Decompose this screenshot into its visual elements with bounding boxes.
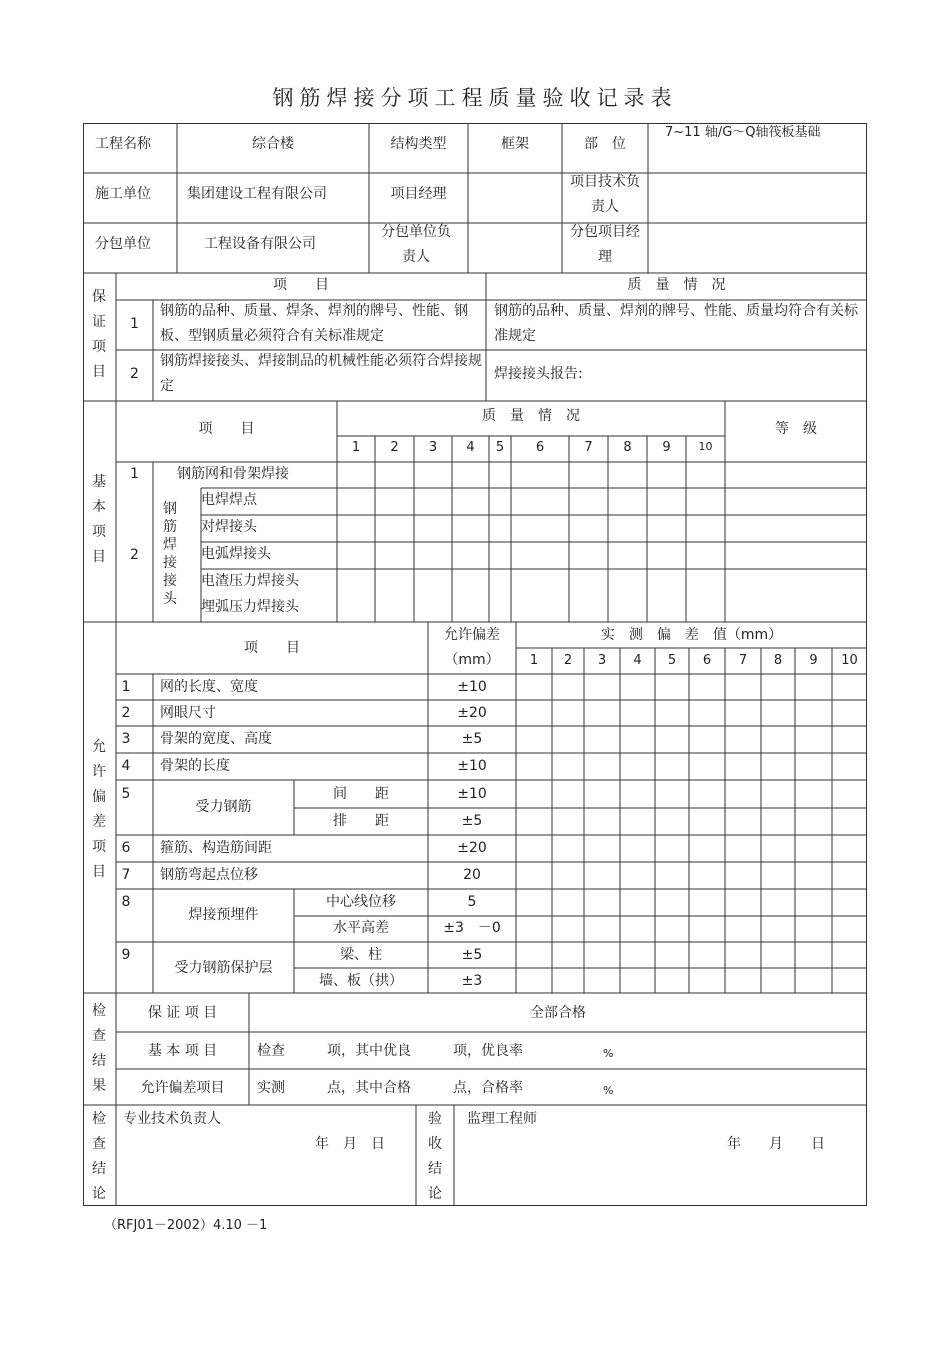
deviation-row6-item: 箍筋、构造筋间距 [160, 840, 272, 856]
basic-col-3: 3 [428, 440, 438, 455]
basic-col-6: 6 [535, 440, 545, 455]
deviation-col-9: 9 [809, 653, 818, 668]
deviation-row5-no: 5 [121, 786, 131, 802]
deviation-row1-item: 网的长度、宽度 [160, 679, 258, 695]
project-name-value: 综合楼 [252, 136, 294, 152]
subcontractor-value: 工程设备有限公司 [204, 236, 316, 252]
results-basic-label: 基 本 项 目 [147, 1043, 218, 1059]
results-deviation-text: 实测 点，其中合格 点，合格率 [257, 1080, 523, 1096]
deviation-row5a-sub: 间 距 [333, 786, 389, 802]
deviation-row9-item: 受力钢筋保护层 [174, 960, 273, 976]
deviation-row7-no: 7 [121, 867, 131, 883]
basic-row2-group: 钢筋焊接接头 [163, 501, 177, 607]
deviation-row9b-tol: ±3 [461, 973, 483, 989]
guarantee-item-header: 项 目 [273, 277, 329, 293]
deviation-row8-item: 焊接预埋件 [188, 907, 259, 923]
deviation-row1-no: 1 [121, 679, 131, 695]
deviation-col-4: 4 [633, 653, 642, 668]
deviation-col-7: 7 [738, 653, 748, 668]
results-guarantee-label: 保 证 项 目 [147, 1005, 218, 1021]
deviation-measured-header: 实 测 偏 差 值（mm） [600, 627, 783, 643]
deviation-row9b-sub: 墙、板（拱） [319, 973, 403, 989]
basic-row2-no: 2 [130, 547, 139, 563]
guarantee-row1-no: 1 [130, 316, 139, 332]
deviation-row2-no: 2 [121, 705, 131, 721]
contractor-label: 施工单位 [95, 186, 151, 202]
guarantee-quality-header: 质 量 情 况 [627, 277, 726, 293]
results-guarantee-value: 全部合格 [530, 1005, 586, 1021]
basic-grade-header: 等 级 [775, 421, 817, 437]
guarantee-row2-no: 2 [130, 366, 139, 382]
basic-row2-item-5: 埋弧压力焊接头 [201, 599, 299, 615]
deviation-section-label: 允许偏差项目 [92, 739, 106, 880]
basic-row2-item-4: 电渣压力焊接头 [201, 573, 299, 589]
basic-col-7: 7 [584, 440, 593, 455]
guarantee-row2-item: 钢筋焊接接头、焊接制品的机械性能必须符合焊接规定 [160, 353, 482, 394]
deviation-row8a-tol: 5 [467, 894, 477, 910]
structure-type-label: 结构类型 [390, 136, 447, 152]
check-person-label: 专业技术负责人 [123, 1111, 221, 1127]
basic-row1-item: 钢筋网和骨架焊接 [177, 466, 289, 482]
location-label: 部 位 [584, 136, 626, 152]
project-name-label: 工程名称 [95, 136, 151, 152]
sub-manager-label: 分包项目经 理 [570, 224, 654, 265]
deviation-row5b-sub: 排 距 [333, 813, 389, 829]
form-title: 钢筋焊接分项工程质量验收记录表 [272, 86, 678, 110]
basic-col-8: 8 [623, 440, 632, 455]
basic-col-10: 10 [698, 440, 713, 453]
deviation-row4-no: 4 [121, 758, 131, 774]
deviation-row8a-sub: 中心线位移 [326, 894, 396, 910]
deviation-row7-item: 钢筋弯起点位移 [160, 867, 258, 883]
deviation-row4-tol: ±10 [457, 758, 487, 774]
deviation-col-1: 1 [529, 653, 539, 668]
guarantee-row1-quality: 钢筋的品种、质量、焊剂的牌号、性能、质量均符合有关标准规定 [494, 303, 858, 344]
basic-col-5: 5 [495, 440, 505, 455]
tech-lead-label: 项目技术负责人 [570, 174, 640, 215]
basic-col-1: 1 [351, 440, 361, 455]
deviation-row8b-sub: 水平高差 [333, 920, 389, 936]
basic-row2-item-1: 电焊焊点 [201, 492, 257, 508]
basic-row2-item-2: 对焊接头 [201, 519, 257, 535]
deviation-row5a-tol: ±10 [457, 786, 487, 802]
deviation-row9-no: 9 [121, 947, 131, 963]
basic-col-9: 9 [662, 440, 671, 455]
deviation-row6-tol: ±20 [457, 840, 487, 856]
deviation-col-2: 2 [563, 653, 573, 668]
deviation-row5-item: 受力钢筋 [195, 799, 252, 815]
deviation-row9a-tol: ±5 [461, 947, 483, 963]
check-date: 年 月 日 [315, 1136, 385, 1152]
check-conclusion-label: 检查结论 [92, 1111, 106, 1202]
basic-row1-no: 1 [130, 466, 139, 482]
accept-conclusion-label: 验收结论 [428, 1111, 442, 1202]
deviation-col-10: 10 [841, 653, 858, 668]
deviation-row3-no: 3 [121, 731, 131, 747]
basic-item-header: 项 目 [198, 421, 255, 437]
deviation-row2-tol: ±20 [457, 705, 487, 721]
guarantee-row1-item: 钢筋的品种、质量、焊条、焊剂的牌号、性能、钢板、型钢质量必须符合有关标准规定 [160, 303, 468, 344]
basic-row2-item-3: 电弧焊接头 [201, 546, 271, 562]
results-deviation-pct: % [603, 1084, 614, 1097]
subcontractor-label: 分包单位 [95, 236, 151, 252]
deviation-row5b-tol: ±5 [461, 813, 483, 829]
deviation-col-8: 8 [773, 653, 783, 668]
results-basic-text: 检查 项，其中优良 项，优良率 [257, 1043, 523, 1059]
inspection-form-table [83, 123, 867, 1206]
results-deviation-label: 允许偏差项目 [140, 1080, 225, 1096]
deviation-row3-tol: ±5 [461, 731, 483, 747]
sub-lead-label: 分包单位负责人 [381, 224, 451, 265]
deviation-col-3: 3 [597, 653, 607, 668]
structure-type-value: 框架 [501, 136, 529, 152]
basic-quality-header: 质 量 情 况 [482, 408, 580, 424]
guarantee-section-label: 保证项目 [92, 289, 106, 380]
basic-section-label: 基本项目 [92, 474, 106, 565]
results-section-label: 检查结果 [92, 1003, 106, 1094]
guarantee-row2-quality: 焊接接头报告: [494, 366, 583, 382]
deviation-row8b-tol: ±3 －0 [443, 920, 501, 936]
accept-date: 年 月 日 [727, 1136, 825, 1152]
deviation-row9a-sub: 梁、柱 [340, 947, 382, 963]
deviation-row4-item: 骨架的长度 [160, 758, 230, 774]
deviation-row1-tol: ±10 [457, 679, 487, 695]
deviation-row6-no: 6 [121, 840, 131, 856]
deviation-row8-no: 8 [121, 894, 131, 910]
contractor-value: 集团建设工程有限公司 [187, 186, 327, 202]
deviation-tol-header: 允许偏差（mm） [444, 627, 500, 668]
form-code-footer: （RFJ01－2002）4.10 －1 [104, 1218, 268, 1233]
deviation-row2-item: 网眼尺寸 [160, 705, 216, 721]
deviation-row3-item: 骨架的宽度、高度 [160, 731, 272, 747]
location-value: 7~11 轴/G～Q轴筏板基础 [665, 125, 821, 140]
deviation-col-6: 6 [702, 653, 712, 668]
basic-col-2: 2 [390, 440, 399, 455]
basic-col-4: 4 [466, 440, 475, 455]
results-basic-pct: % [603, 1047, 614, 1060]
deviation-row7-tol: 20 [463, 867, 481, 883]
project-manager-label: 项目经理 [390, 186, 447, 202]
deviation-item-header: 项 目 [244, 640, 300, 656]
deviation-col-5: 5 [667, 653, 677, 668]
accept-person-label: 监理工程师 [467, 1111, 537, 1127]
